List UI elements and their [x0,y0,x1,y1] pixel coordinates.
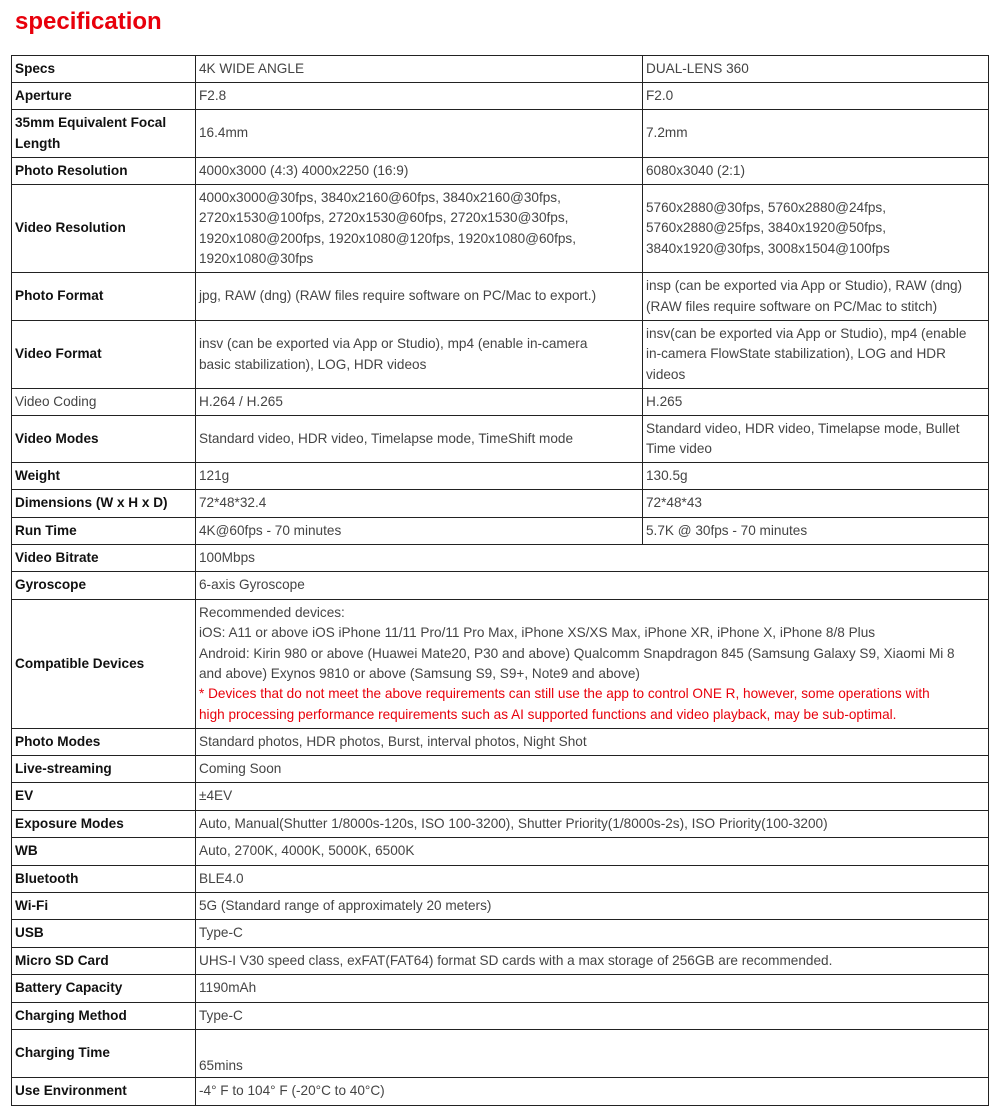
row-value-360 [643,273,989,321]
row-value: Auto, Manual(Shutter 1/8000s-120s, ISO 100-3200), Shutter Priority(1/8000s-2s), ISO Priority(100-3200) [196,811,989,838]
row-value-360 [643,185,989,273]
table-row [12,1030,989,1078]
line: 1920x1080@200fps, 1920x1080@120fps, 1920x1080@60fps, [199,230,577,246]
line: Time video [646,441,712,456]
table-row [12,572,989,600]
line: insv (can be exported via App or Studio), mp4 (enable in-camera [199,336,588,352]
table-row [12,518,989,545]
row-key: Charging Time [12,1030,196,1078]
row-key: Use Environment [12,1078,196,1106]
table-header-row [12,56,989,83]
row-value: Standard photos, HDR photos, Burst, interval photos, Night Shot [196,729,989,756]
header-dual-lens-360: DUAL-LENS 360 [643,56,989,83]
line: in-camera FlowState stabilization), LOG and HDR [646,346,946,362]
line: Standard video, HDR video, Timelapse mode, Bullet [646,420,960,436]
line: insp (can be exported via App or Studio), RAW (dng) [646,278,963,294]
row-value-4k: 16.4mm [196,110,643,158]
warning-line: high processing performance requirements such as AI supported functions and video playback, may be sub-optimal. [199,706,897,722]
row-value: 100Mbps [196,545,989,572]
line: insv(can be exported via App or Studio), mp4 (enable [646,325,967,341]
row-value-360: 7.2mm [643,110,989,158]
row-value-360 [643,321,989,389]
header-4k-wide-angle: 4K WIDE ANGLE [196,56,643,83]
row-value-360: H.265 [643,389,989,416]
row-key: Photo Resolution [12,158,196,185]
table-row [12,463,989,490]
row-value: Coming Soon [196,756,989,783]
row-key: Video Coding [12,389,196,416]
row-key: EV [12,783,196,811]
table-row [12,920,989,948]
table-row [12,756,989,783]
row-key: Exposure Modes [12,811,196,838]
row-value-4k: 4000x3000 (4:3) 4000x2250 (16:9) [196,158,643,185]
line: videos [646,366,686,382]
row-value-4k: Standard video, HDR video, Timelapse mode, TimeShift mode [196,416,643,463]
row-key: Charging Method [12,1003,196,1030]
row-key: Micro SD Card [12,948,196,975]
line: 4000x3000@30fps, 3840x2160@60fps, 3840x2160@30fps, [199,189,561,205]
table-row [12,948,989,975]
row-value: Type-C [196,920,989,948]
row-value-360: 6080x3040 (2:1) [643,158,989,185]
line: (RAW files require software on PC/Mac to stitch) [646,298,938,314]
row-key: Photo Format [12,273,196,321]
row-key: Gyroscope [12,572,196,600]
row-key: Video Format [12,321,196,389]
row-value-4k: F2.8 [196,83,643,110]
row-value-360: 72*48*43 [643,490,989,518]
page-title: specification [15,8,162,35]
line: 3840x1920@30fps, 3008x1504@100fps [646,240,890,256]
line: and above) Exynos 9810 or above (Samsung S9, S9+, Note9 and above) [199,666,640,681]
row-key: Battery Capacity [12,975,196,1003]
row-value: 6-axis Gyroscope [196,572,989,600]
row-key: Photo Modes [12,729,196,756]
table-row [12,273,989,321]
table-row [12,893,989,920]
row-key: USB [12,920,196,948]
line: 2720x1530@100fps, 2720x1530@60fps, 2720x1530@30fps, [199,210,569,226]
row-value: -4° F to 104° F (-20°C to 40°C) [196,1078,989,1106]
row-value: UHS-I V30 speed class, exFAT(FAT64) format SD cards with a max storage of 256GB are recommended. [196,948,989,975]
row-key: Video Bitrate [12,545,196,572]
row-value-360 [643,416,989,463]
row-value-4k: 72*48*32.4 [196,490,643,518]
row-key: Video Resolution [12,185,196,273]
table-row [12,811,989,838]
table-row [12,321,989,389]
row-value-4k [196,321,643,389]
line: 5760x2880@25fps, 3840x1920@50fps, [646,220,886,236]
line: iOS: A11 or above iOS iPhone 11/11 Pro/11 Pro Max, iPhone XS/XS Max, iPhone XR, iPhone X, iPhone 8/8 Plus [199,625,876,641]
line: Android: Kirin 980 or above (Huawei Mate20, P30 and above) Qualcomm Snapdragon 845 (Samsung Galaxy S9, Xiaomi Mi 8 [199,645,955,661]
row-key: Wi-Fi [12,893,196,920]
row-value [196,600,989,729]
row-value: Type-C [196,1003,989,1030]
table-row [12,185,989,273]
row-value: Auto, 2700K, 4000K, 5000K, 6500K [196,838,989,866]
line: basic stabilization), LOG, HDR videos [199,356,427,372]
table-row [12,83,989,110]
line: Recommended devices: [199,604,345,620]
table-row [12,1003,989,1030]
table-row [12,975,989,1003]
row-value: 65mins [196,1030,989,1078]
table-row [12,729,989,756]
table-row [12,838,989,866]
row-key: Compatible Devices [12,600,196,729]
table-row [12,490,989,518]
spec-table [11,55,989,1106]
table-row [12,1078,989,1106]
table-row [12,158,989,185]
table-row [12,416,989,463]
row-key: Aperture [12,83,196,110]
row-value: BLE4.0 [196,866,989,893]
line: 1920x1080@30fps [199,250,314,266]
table-row [12,389,989,416]
table-row [12,110,989,158]
row-value: ±4EV [196,783,989,811]
row-key: Weight [12,463,196,490]
row-value-360: F2.0 [643,83,989,110]
table-row [12,783,989,811]
table-row [12,600,989,729]
row-key: 35mm Equivalent Focal Length [12,110,196,158]
row-key: Video Modes [12,416,196,463]
row-value-4k [196,185,643,273]
row-value-4k: jpg, RAW (dng) (RAW files require software on PC/Mac to export.) [196,273,643,321]
row-key: WB [12,838,196,866]
row-key: Live-streaming [12,756,196,783]
row-key: Dimensions (W x H x D) [12,490,196,518]
table-row [12,866,989,893]
row-value-360: 130.5g [643,463,989,490]
row-value-4k: H.264 / H.265 [196,389,643,416]
row-value-360: 5.7K @ 30fps - 70 minutes [643,518,989,545]
header-specs: Specs [12,56,196,83]
row-value-4k: 121g [196,463,643,490]
warning-line: * Devices that do not meet the above requirements can still use the app to control ONE R, however, some operations with [199,686,930,702]
row-key: Bluetooth [12,866,196,893]
line: 5760x2880@30fps, 5760x2880@24fps, [646,199,886,215]
row-key: Run Time [12,518,196,545]
row-value-4k: 4K@60fps - 70 minutes [196,518,643,545]
row-value: 1190mAh [196,975,989,1003]
table-row [12,545,989,572]
row-value: 5G (Standard range of approximately 20 meters) [196,893,989,920]
